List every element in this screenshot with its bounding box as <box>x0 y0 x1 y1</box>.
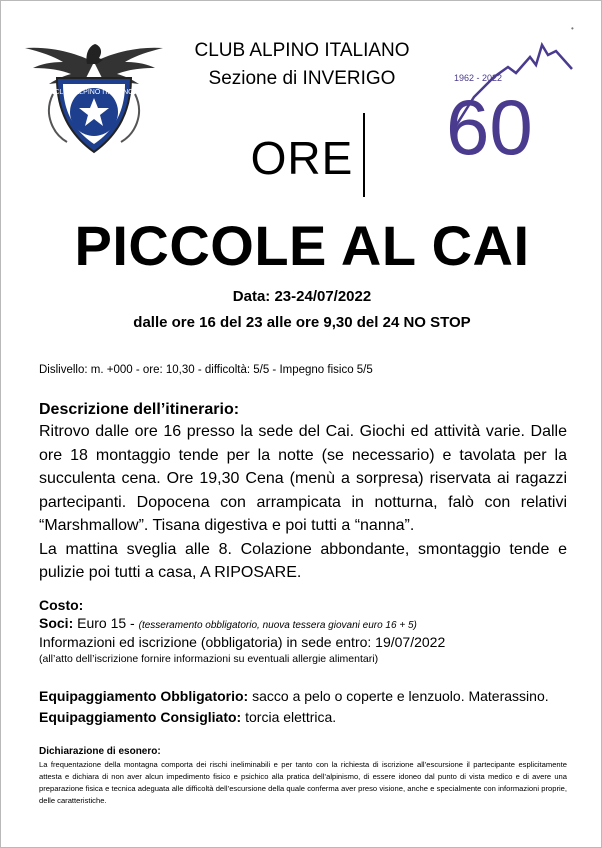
club-heading <box>161 37 443 93</box>
cost-heading: Costo: <box>39 597 84 613</box>
logo-years: 1962 - 2022 <box>454 73 503 83</box>
description-heading: Descrizione dell’itinerario: <box>39 401 240 418</box>
equipment-suggested-value: torcia elettrica. <box>241 709 337 725</box>
club-section: Sezione di INVERIGO <box>208 68 396 89</box>
event-hours: dalle ore 16 del 23 alle ore 9,30 del 24 NO STOP <box>133 314 471 331</box>
equipment-suggested-label: Equipaggiamento Consigliato: <box>39 709 242 725</box>
title-line-1: ORE <box>250 132 354 184</box>
event-date: Data: 23-24/07/2022 <box>232 288 372 305</box>
equipment-required <box>39 688 549 704</box>
waiver-text: La frequentazione della montagna comporta dei rischi ineliminabili e per tanto con la richiesta di iscrizione all’escursione il partecipante esplicitamente attesta e dichiara di non aver alcun impedimento fisico e psichico alla pratica dell’alpinismo, di essere idoneo dal punto di vista medico e di avere una preparazione fisica e tecnica adeguata alle difficoltà dell’escursione della quale conferma aver preso visione, anche e specialmente con informazioni proprie, delle caratteristiche. <box>39 760 567 805</box>
corner-mark: • <box>571 24 574 33</box>
cost-soci-line <box>39 615 417 631</box>
soci-label: Soci: <box>39 615 74 631</box>
soci-value: Euro 15 - <box>73 615 139 631</box>
soci-note: (tesseramento obbligatorio, nuova tessera giovani euro 16 + 5) <box>138 620 417 631</box>
equipment-suggested <box>39 709 336 725</box>
text-cursor <box>363 113 365 197</box>
description-body <box>39 420 567 585</box>
dislivello-line: Dislivello: m. +000 - ore: 10,30 - difficoltà: 5/5 - Impegno fisico 5/5 <box>39 364 373 376</box>
description-paragraph-1: Ritrovo dalle ore 16 presso la sede del Cai. Giochi ed attività varie. Dalle ore 18 montaggio tende per la notte (se necessario) e tavolata per la succulenta cena. Ore 19,30 Cena (menù a sorpresa) riservata ai ragazzi partecipanti. Dopocena con arrampicata in notturna, falò con relativi “Marshmallow”. Tisana digestiva e poi tutti a “nanna”. <box>39 423 567 534</box>
allergy-note: (all’atto dell’iscrizione fornire informazioni su eventuali allergie alimentari) <box>39 653 379 665</box>
equipment-required-value: sacco a pelo o coperte e lenzuolo. Materassino. <box>248 688 549 704</box>
equipment-required-label: Equipaggiamento Obbligatorio: <box>39 688 249 704</box>
eagle-head <box>86 44 103 64</box>
registration-info: Informazioni ed iscrizione (obbligatoria) in sede entro: 19/07/2022 <box>39 634 446 650</box>
club-name: CLUB ALPINO ITALIANO <box>194 40 410 61</box>
logo-number: 60 <box>446 83 533 162</box>
title-line-2: PICCOLE AL CAI <box>74 214 530 277</box>
description-paragraph-2: La mattina sveglia alle 8. Colazione abbondante, smontaggio tende e pulizie poi tutti a casa, A RIPOSARE. <box>39 540 567 581</box>
waiver-heading: Dichiarazione di esonero: <box>39 746 161 757</box>
logo-ring-text: CLUB ALPINO ITALIANO <box>54 89 134 96</box>
